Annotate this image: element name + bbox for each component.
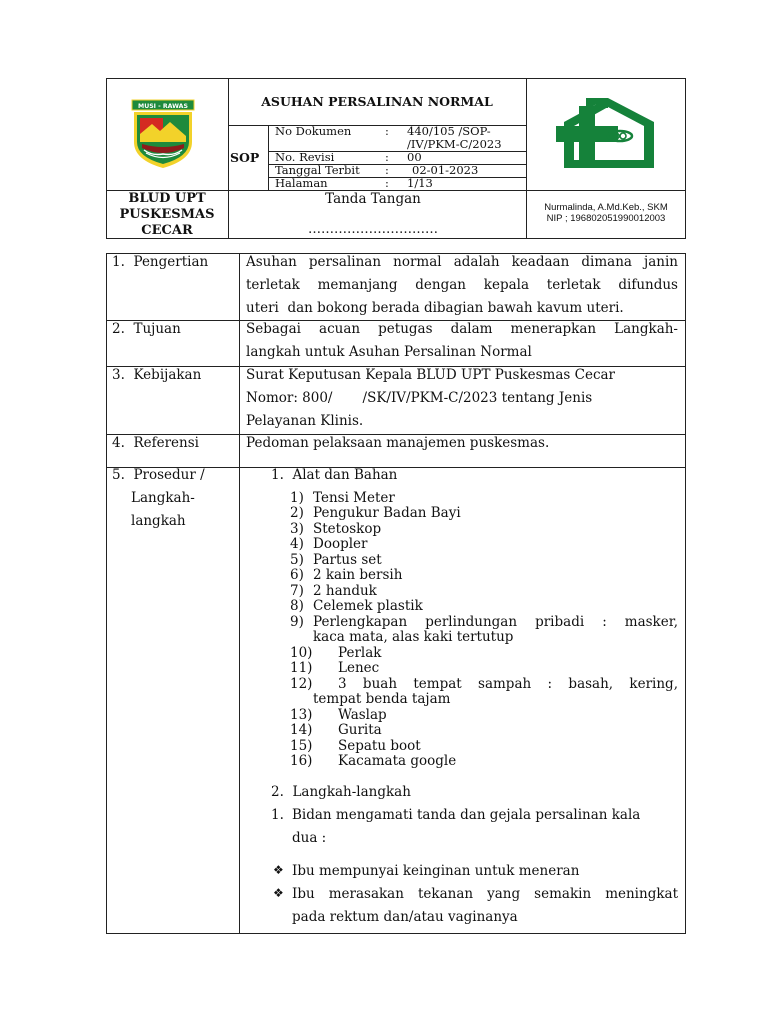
pengertian-line-3: uteri dan bokong berada dibagian bawah kavum uteri. xyxy=(246,300,624,316)
list-item-continuation: tempat benda tajam xyxy=(313,691,451,707)
list-item-number: 9) xyxy=(290,614,304,630)
list-item: Sepatu boot xyxy=(338,738,421,754)
tanggal-terbit-value: 02-01-2023 xyxy=(412,163,479,177)
halaman-label: Halaman xyxy=(275,176,328,190)
list-item-number: 1) xyxy=(290,490,304,506)
signer-nip: NIP ; 196802051990012003 xyxy=(546,213,666,224)
list-item-number: 16) xyxy=(290,753,313,769)
list-item-number: 12) xyxy=(290,676,313,692)
signature-dots: ………………………… xyxy=(308,222,438,237)
alat-bahan-heading: 1. Alat dan Bahan xyxy=(271,467,398,483)
org-name-line-2: PUSKESMAS xyxy=(119,207,215,222)
referensi-line-1: Pedoman pelaksaan manajemen puskesmas. xyxy=(246,435,550,451)
org-name-line-1: BLUD UPT xyxy=(128,191,206,206)
sop-label: SOP xyxy=(230,150,260,165)
no-dokumen-value: 440/105 /SOP- xyxy=(407,124,491,138)
step-1-line-1: Bidan mengamati tanda dan gejala persalinan kala xyxy=(292,807,641,823)
org-name-line-3: CECAR xyxy=(141,223,193,238)
list-item: Waslap xyxy=(338,707,387,723)
no-revisi-label: No. Revisi xyxy=(275,150,335,164)
list-item-number: 11) xyxy=(290,660,313,676)
list-item-continuation: kaca mata, alas kaki tertutup xyxy=(313,629,514,645)
diamond-bullet-icon: ❖ xyxy=(273,886,284,900)
list-item-number: 8) xyxy=(290,598,304,614)
logo-text: MUSI - RAWAS xyxy=(138,103,188,110)
step-1-line-2: dua : xyxy=(292,830,327,846)
list-item-number: 3) xyxy=(290,521,304,537)
halaman-sep: : xyxy=(385,176,389,190)
list-item: Doopler xyxy=(313,536,368,552)
list-item-number: 15) xyxy=(290,738,313,754)
list-item-number: 10) xyxy=(290,645,313,661)
list-item: Kacamata google xyxy=(338,753,457,769)
list-item-number: 14) xyxy=(290,722,313,738)
tujuan-line-2: langkah untuk Asuhan Persalinan Normal xyxy=(246,344,532,360)
signature-label: Tanda Tangan xyxy=(325,191,421,207)
musi-rawas-logo xyxy=(130,98,196,170)
prosedur-label-line-3: langkah xyxy=(131,513,186,529)
list-item: Gurita xyxy=(338,722,382,738)
referensi-label: 4. Referensi xyxy=(112,435,199,451)
list-item-number: 5) xyxy=(290,552,304,568)
tujuan-label: 2. Tujuan xyxy=(112,321,181,337)
pengertian-label: 1. Pengertian xyxy=(112,254,209,270)
list-item: 2 kain bersih xyxy=(313,567,403,583)
kebijakan-line-2: Nomor: 800/ /SK/IV/PKM-C/2023 tentang Jenis xyxy=(246,390,593,406)
kebijakan-line-1: Surat Keputusan Kepala BLUD UPT Puskesmas Cecar xyxy=(246,367,616,383)
list-item: Celemek plastik xyxy=(313,598,423,614)
pengertian-line-1: Asuhan persalinan normal adalah keadaan dimana janin xyxy=(246,254,678,270)
document-title: ASUHAN PERSALINAN NORMAL xyxy=(261,94,493,109)
list-item: Perlak xyxy=(338,645,382,661)
list-item: Perlengkapan perlindungan pribadi : masker, xyxy=(313,614,678,630)
pengertian-line-2: terletak memanjang dengan kepala terletak difundus xyxy=(246,277,678,293)
list-item-number: 13) xyxy=(290,707,313,723)
list-item-number: 7) xyxy=(290,583,304,599)
list-item: Lenec xyxy=(338,660,380,676)
list-item-number: 6) xyxy=(290,567,304,583)
bullet-item: Ibu mempunyai keinginan untuk meneran xyxy=(292,863,580,879)
tanggal-terbit-sep: : xyxy=(385,163,389,177)
no-dokumen-sep: : xyxy=(385,124,389,138)
diamond-bullet-icon: ❖ xyxy=(273,863,284,877)
prosedur-label-line-2: Langkah- xyxy=(131,490,195,506)
no-dokumen-value-cont: /IV/PKM-C/2023 xyxy=(407,137,502,151)
list-item: Tensi Meter xyxy=(313,490,395,506)
list-item-number: 2) xyxy=(290,505,304,521)
kebijakan-label: 3. Kebijakan xyxy=(112,367,202,383)
bullet-item: Ibu merasakan tekanan yang semakin meningkat xyxy=(292,886,678,902)
bullet-item-continuation: pada rektum dan/atau vaginanya xyxy=(292,909,518,925)
tujuan-line-1: Sebagai acuan petugas dalam menerapkan Langkah- xyxy=(246,321,678,337)
tanggal-terbit-label: Tanggal Terbit xyxy=(275,163,360,177)
langkah-heading: 2. Langkah-langkah xyxy=(271,784,411,800)
no-revisi-value: 00 xyxy=(407,150,422,164)
step-1-number: 1. xyxy=(271,807,284,823)
list-item-number: 4) xyxy=(290,536,304,552)
puskesmas-health-logo xyxy=(556,94,658,174)
halaman-value: 1/13 xyxy=(407,176,433,190)
list-item: Stetoskop xyxy=(313,521,382,537)
list-item: 2 handuk xyxy=(313,583,377,599)
no-revisi-sep: : xyxy=(385,150,389,164)
no-dokumen-label: No Dokumen xyxy=(275,124,352,138)
kebijakan-line-3: Pelayanan Klinis. xyxy=(246,413,364,429)
list-item: 3 buah tempat sampah : basah, kering, xyxy=(338,676,678,692)
list-item: Partus set xyxy=(313,552,382,568)
signer-name: Nurmalinda, A.Md.Keb., SKM xyxy=(544,202,668,213)
list-item: Pengukur Badan Bayi xyxy=(313,505,461,521)
prosedur-label-line-1: 5. Prosedur / xyxy=(112,467,205,483)
